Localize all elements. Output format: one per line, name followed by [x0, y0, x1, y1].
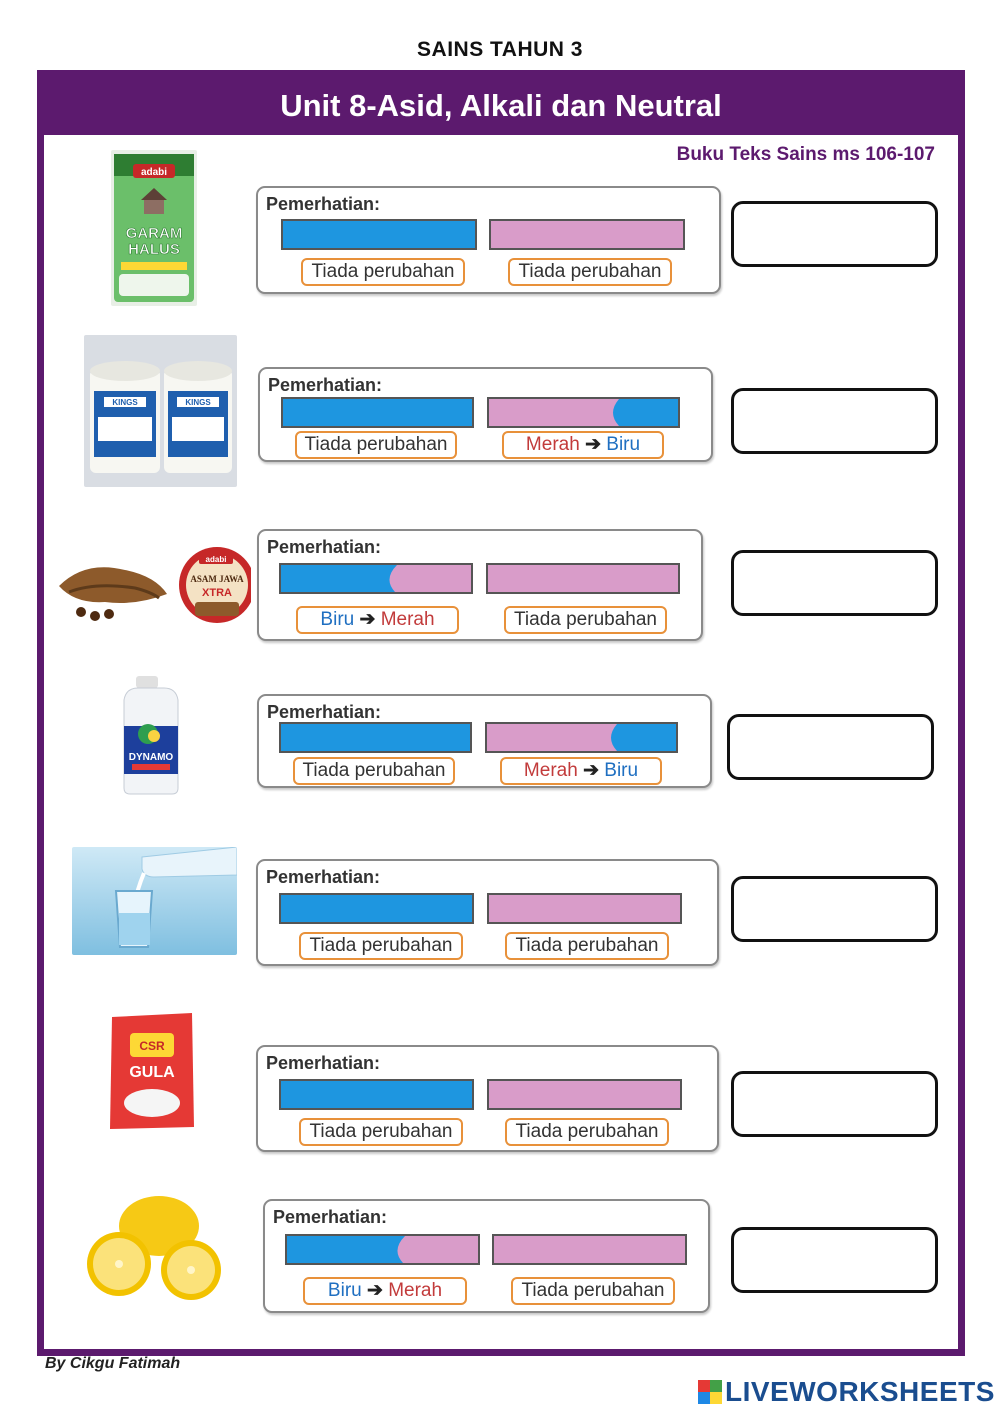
- textbook-reference: Buku Teks Sains ms 106-107: [676, 144, 935, 165]
- blue-litmus-strip-1: [281, 219, 477, 250]
- red-litmus-strip-6: [487, 1079, 682, 1110]
- detergent-brand-text: DYNAMO: [128, 752, 174, 763]
- soda-brand-text-1: KINGS: [112, 398, 138, 407]
- blue-litmus-strip-3: [279, 563, 473, 594]
- color-change-fill: [613, 399, 678, 426]
- red-litmus-result-6: Tiada perubahan: [505, 1118, 669, 1146]
- liveworksheets-mark-icon: [698, 1380, 722, 1404]
- sugar-brand-text: CSR: [139, 1039, 165, 1053]
- observation-label: Pemerhatian:: [268, 375, 383, 395]
- red-litmus-result-2: Merah ➔ Biru: [502, 431, 664, 459]
- observation-label: Pemerhatian:: [273, 1207, 388, 1227]
- answer-box-1[interactable]: [731, 201, 938, 267]
- liveworksheets-wordmark: LIVEWORKSHEETS: [725, 1376, 995, 1407]
- blue-litmus-result-7: Biru ➔ Merah: [303, 1277, 467, 1305]
- red-litmus-result-4: Merah ➔ Biru: [500, 757, 662, 785]
- author-credit: By Cikgu Fatimah: [45, 1355, 181, 1372]
- observation-label: Pemerhatian:: [267, 702, 382, 722]
- red-litmus-strip-5: [487, 893, 682, 924]
- sugar-pack-word: GULA: [129, 1064, 175, 1081]
- red-litmus-strip-7: [492, 1234, 687, 1265]
- salt-pack-word-1: GARAM: [125, 225, 183, 242]
- blue-litmus-result-6: Tiada perubahan: [299, 1118, 463, 1146]
- blue-litmus-strip-7: [285, 1234, 480, 1265]
- answer-box-5[interactable]: [731, 876, 938, 942]
- observation-label: Pemerhatian:: [267, 537, 382, 557]
- observation-label: Pemerhatian:: [266, 867, 381, 887]
- asam-pack-xtra: XTRA: [202, 587, 232, 599]
- blue-litmus-strip-4: [279, 722, 472, 753]
- red-litmus-strip-1: [489, 219, 685, 250]
- soda-brand-text-2: KINGS: [185, 398, 211, 407]
- answer-box-6[interactable]: [731, 1071, 938, 1137]
- asam-brand-text: adabi: [205, 555, 227, 564]
- asam-jawa-picture: [55, 540, 251, 630]
- dynamo-detergent-picture: [118, 676, 184, 796]
- red-litmus-result-3: Tiada perubahan: [504, 606, 667, 634]
- blue-litmus-result-4: Tiada perubahan: [293, 757, 455, 785]
- red-litmus-strip-3: [486, 563, 680, 594]
- answer-box-7[interactable]: [731, 1227, 938, 1293]
- red-litmus-result-7: Tiada perubahan: [511, 1277, 675, 1305]
- red-litmus-strip-4: [485, 722, 678, 753]
- salt-pack-word-2: HALUS: [128, 241, 180, 258]
- color-change-fill: [287, 1236, 405, 1263]
- liveworksheets-logo[interactable]: [698, 1376, 995, 1408]
- color-change-fill: [281, 565, 397, 592]
- answer-box-4[interactable]: [727, 714, 934, 780]
- asam-pack-word: ASAM JAWA: [190, 574, 244, 584]
- garam-halus-picture: [111, 150, 197, 306]
- answer-box-3[interactable]: [731, 550, 938, 616]
- blue-litmus-strip-5: [279, 893, 474, 924]
- lemons-picture: [73, 1188, 241, 1306]
- worksheet-title: SAINS TAHUN 3: [417, 38, 583, 61]
- blue-litmus-strip-2: [281, 397, 474, 428]
- csr-gula-picture: [108, 1011, 196, 1132]
- blue-litmus-result-1: Tiada perubahan: [301, 258, 465, 286]
- unit-banner: Unit 8-Asid, Alkali dan Neutral: [44, 77, 958, 135]
- blue-litmus-strip-6: [279, 1079, 474, 1110]
- red-litmus-strip-2: [487, 397, 680, 428]
- answer-box-2[interactable]: [731, 388, 938, 454]
- observation-label: Pemerhatian:: [266, 194, 381, 214]
- salt-brand-text: adabi: [140, 167, 168, 178]
- bicarbonate-soda-picture: [84, 335, 237, 487]
- red-litmus-result-5: Tiada perubahan: [505, 932, 669, 960]
- observation-label: Pemerhatian:: [266, 1053, 381, 1073]
- color-change-fill: [611, 724, 676, 751]
- blue-litmus-result-3: Biru ➔ Merah: [296, 606, 459, 634]
- water-glass-picture: [72, 847, 237, 955]
- blue-litmus-result-2: Tiada perubahan: [295, 431, 457, 459]
- red-litmus-result-1: Tiada perubahan: [508, 258, 672, 286]
- blue-litmus-result-5: Tiada perubahan: [299, 932, 463, 960]
